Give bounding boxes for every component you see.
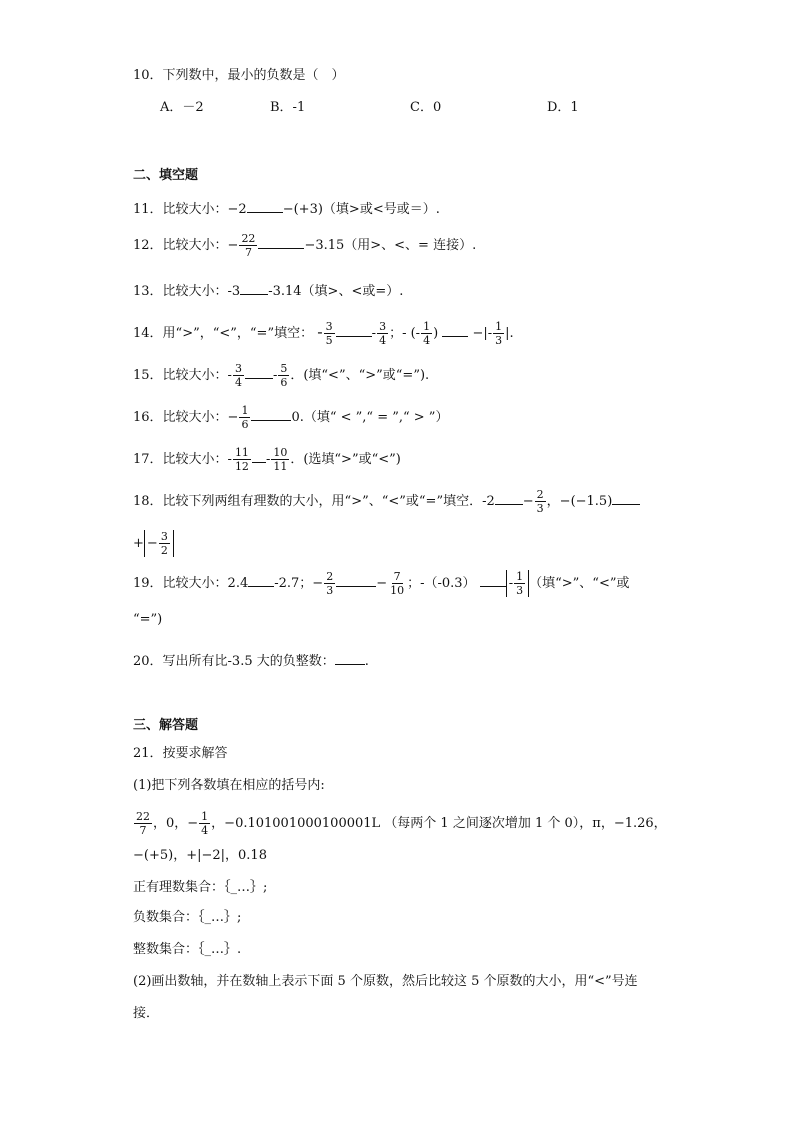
absolute-value: - $\frac{1}{3}$ <box>506 570 529 597</box>
question-11 <box>133 198 440 220</box>
question-21-numbers-cont: −(+5)，+|−2|，0.18 <box>133 848 267 863</box>
option-c: C．0 <box>410 100 442 115</box>
negative-set: 负数集合：｛_…｝; <box>133 910 242 925</box>
option-a: A．－2 <box>160 100 204 115</box>
fraction: $\frac{3}{2}$ <box>160 530 168 557</box>
fraction: $\frac{3}{5}$ <box>325 320 333 347</box>
question-16 <box>133 404 448 431</box>
q20-text: 20．写出所有比-3.5 大的负整数： <box>133 654 335 669</box>
question-15: 15．比较大小：- $\frac{3}{4}$ - $\frac{5}{6}$ ．(填“<”、“>”或“=”). <box>133 362 430 389</box>
option-d: D．1 <box>547 100 579 115</box>
answer-blank[interactable] <box>252 448 266 463</box>
q16-left: 16．比较大小：− <box>133 410 239 425</box>
fraction: $\frac{1}{6}$ <box>241 404 249 431</box>
q12-right: −3.15（用>、<、= 连接）. <box>304 238 477 253</box>
answer-blank[interactable] <box>335 650 365 665</box>
q20-end: . <box>364 654 369 669</box>
question-21-numbers <box>133 810 667 837</box>
q13-right: -3.14（填>、<或=）. <box>268 284 404 299</box>
q11-left: 11．比较大小：−2 <box>133 202 247 217</box>
q18-second: ，−(−1.5) <box>546 494 613 509</box>
q16-hint: 0.（填“ < ”,“ = ”,“ > ”） <box>291 410 449 425</box>
fraction: $\frac{11}{12}$ <box>234 446 249 473</box>
question-13 <box>133 280 403 302</box>
fraction: $\frac{2}{3}$ <box>326 570 334 597</box>
section-answer: 三、解答题 <box>133 718 199 733</box>
positive-rational-set: 正有理数集合：｛_…｝; <box>133 880 268 895</box>
question-20 <box>133 650 369 672</box>
numbers-a: ，0，− <box>153 816 199 831</box>
fraction: $\frac{1}{3}$ <box>495 320 503 347</box>
question-12 <box>133 232 476 259</box>
question-21-part2: (2)画出数轴，并在数轴上表示下面 5 个原数，然后比较这 5 个原数的大小，用“<”号连 <box>133 974 638 989</box>
q11-hint: （填>或<号或＝）. <box>322 202 440 217</box>
q14-mid: −|- <box>472 326 493 341</box>
fraction: $\frac{22}{7}$ <box>136 810 150 837</box>
numbers-b: ，−0.101001000100001L （每两个 1 之间逐次增加 1 个 0），π，−1.26， <box>211 816 667 831</box>
q19-left: 19．比较大小：2.4 <box>133 576 249 591</box>
fraction: $\frac{1}{3}$ <box>516 570 524 597</box>
answer-blank[interactable] <box>240 280 268 295</box>
q18-plus: + <box>133 536 144 551</box>
q14-neg: - (- <box>402 326 421 341</box>
fraction: $\frac{3}{4}$ <box>379 320 387 347</box>
q17-hint: ．(选填“>”或“<”) <box>290 452 401 467</box>
question-18: 18．比较下列两组有理数的大小，用“>”、“<”或“=”填空．-2 − $\frac{2}{3}$ ，−(−1.5) <box>133 488 640 515</box>
answer-blank[interactable] <box>245 364 273 379</box>
q17-left: 17．比较大小：- <box>133 452 232 467</box>
absolute-value: − $\frac{3}{2}$ <box>144 530 174 557</box>
answer-blank[interactable] <box>480 572 506 587</box>
option-b: B．-1 <box>270 100 306 115</box>
answer-blank[interactable] <box>612 490 640 505</box>
question-14 <box>133 320 514 347</box>
answer-blank[interactable] <box>336 322 372 337</box>
fraction: $\frac{2}{3}$ <box>536 488 544 515</box>
q11-right: −(+3) <box>282 202 323 217</box>
answer-blank[interactable] <box>442 322 468 337</box>
fraction: $\frac{1}{4}$ <box>201 810 209 837</box>
fraction: $\frac{22}{7}$ <box>241 232 256 259</box>
q14-intro: 14．用“>”，“<”，“=”填空： <box>133 326 314 341</box>
q15-hint: ．(填“<”、“>”或“=”). <box>290 368 430 383</box>
minus-sign: - <box>317 322 323 341</box>
separator: ； <box>389 326 403 341</box>
answer-blank[interactable] <box>336 572 376 587</box>
q13-left: 13．比较大小：-3 <box>133 284 241 299</box>
answer-blank[interactable] <box>251 406 291 421</box>
question-21-part2-cont: 接． <box>133 1006 160 1021</box>
question-21-title: 21．按要求解答 <box>133 746 228 761</box>
fraction: $\frac{7}{10}$ <box>390 570 405 597</box>
question-18-cont <box>133 530 174 557</box>
answer-blank[interactable] <box>258 234 304 249</box>
fraction: $\frac{5}{6}$ <box>280 362 288 389</box>
q18-text: 18．比较下列两组有理数的大小，用“>”、“<”或“=”填空．-2 <box>133 494 495 509</box>
integer-set: 整数集合：｛_…｝. <box>133 942 242 957</box>
question-19: 19．比较大小：2.4 -2.7；− $\frac{2}{3}$ − $\frac{7}{10}$ ；-（-0.3） - $\frac{1}{3}$ （填“>”、“<”或 <box>133 570 630 597</box>
q19-part2: -2.7；− <box>274 576 324 591</box>
q15-left: 15．比较大小：- <box>133 368 232 383</box>
q19-part3: ；-（-0.3） <box>407 576 476 591</box>
question-10: 10．下列数中，最小的负数是（ ） <box>133 68 345 83</box>
question-19-cont: “=”) <box>133 612 163 627</box>
q14-close: ) <box>433 326 439 341</box>
q12-left: 12．比较大小：− <box>133 238 239 253</box>
answer-blank[interactable] <box>495 490 523 505</box>
answer-blank[interactable] <box>247 198 283 213</box>
q19-hint: （填“>”、“<”或 <box>529 576 630 591</box>
question-17: 17．比较大小：- $\frac{11}{12}$ - $\frac{10}{11}$ ．(选填“>”或“<”) <box>133 446 401 473</box>
q14-end: |. <box>505 326 514 341</box>
question-21-part1: (1)把下列各数填在相应的括号内: <box>133 778 325 793</box>
minus-sign: - <box>371 326 377 341</box>
fraction: $\frac{1}{4}$ <box>423 320 431 347</box>
fraction: $\frac{3}{4}$ <box>234 362 242 389</box>
section-fill-in: 二、填空题 <box>133 168 199 183</box>
answer-blank[interactable] <box>248 572 274 587</box>
fraction: $\frac{10}{11}$ <box>273 446 288 473</box>
